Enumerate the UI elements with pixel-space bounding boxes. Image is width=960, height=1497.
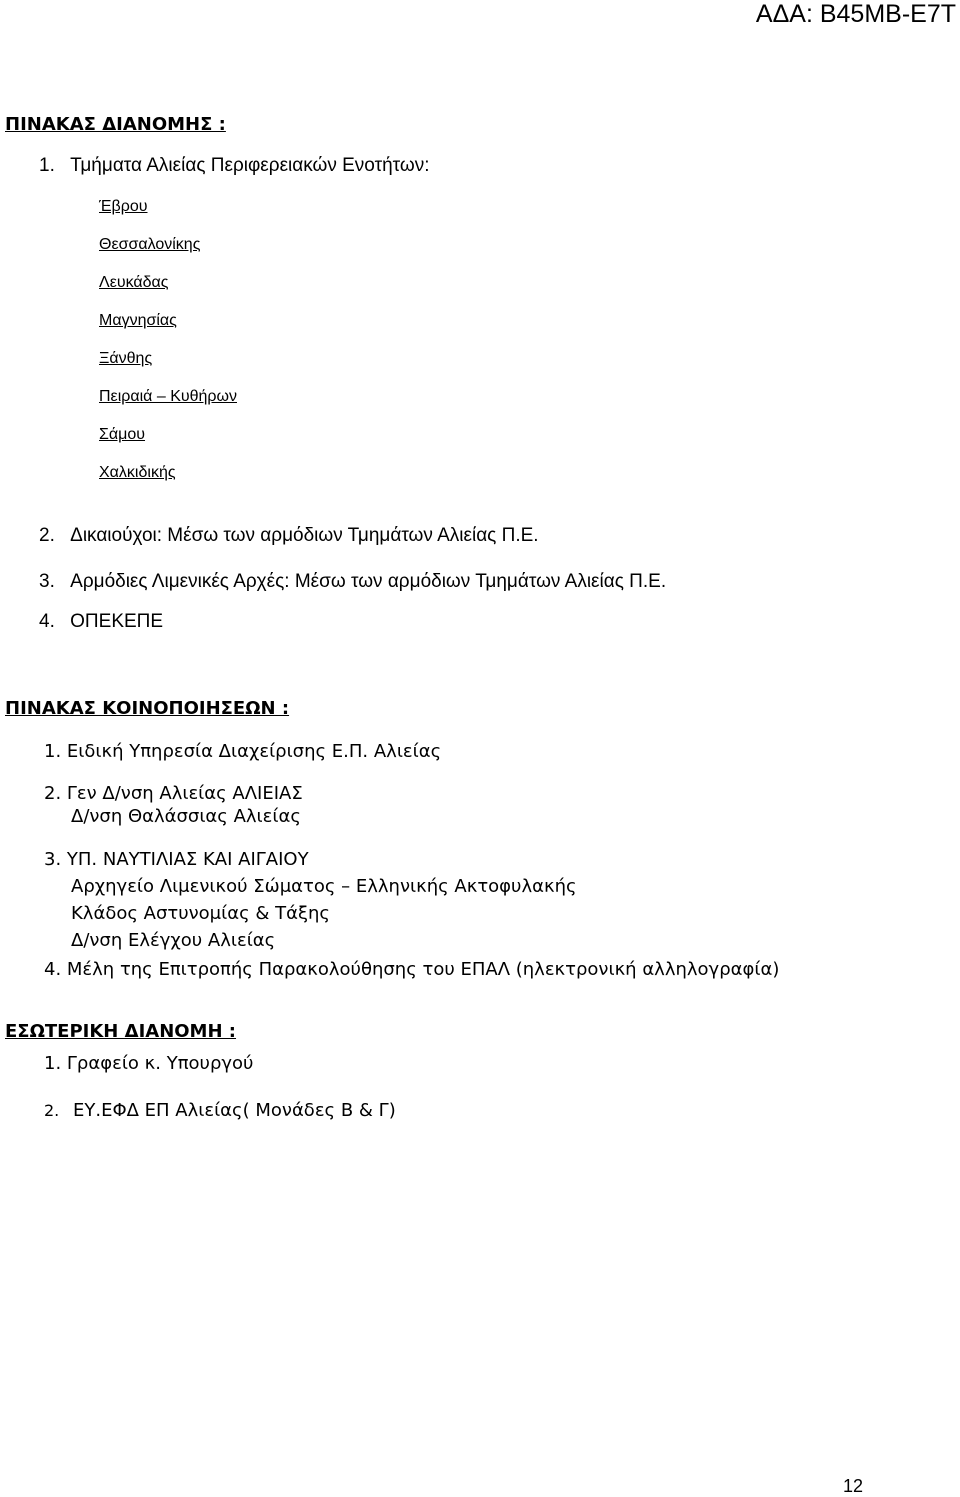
distribution-item-1 [39,155,430,177]
notification-item-4: 4. Μέλη της Επιτροπής Παρακολούθησης του ΕΠΑΛ (ηλεκτρονική αλληλογραφία) [44,959,780,980]
item-text: Τμήματα Αλιείας Περιφερειακών Ενοτήτων: [70,155,430,176]
item-text: ΕΥ.ΕΦΔ ΕΠ Αλιείας( Μονάδες Β & Γ) [73,1100,396,1121]
distribution-item-4 [39,611,163,633]
notification-item-1: 1. Ειδική Υπηρεσία Διαχείρισης Ε.Π. Αλιείας [44,741,442,762]
distribution-item-2 [39,525,539,547]
item-text: Αρμόδιες Λιμενικές Αρχές: Μέσω των αρμόδιων Τμημάτων Αλιείας Π.Ε. [70,571,667,592]
unit-chalkidiki: Χαλκιδικής [99,464,176,481]
internal-item-2 [44,1100,396,1121]
item-number: 4. [39,611,55,632]
distribution-item-3 [39,571,666,593]
item-number: 2. [44,1101,60,1120]
internal-item-1: 1. Γραφείο κ. Υπουργού [44,1053,254,1074]
notification-item-3-sub-1: Αρχηγείο Λιμενικού Σώματος – Ελληνικής Ακτοφυλακής [71,876,577,897]
unit-evros: Έβρου [99,198,148,215]
notification-item-3: 3. ΥΠ. ΝΑΥΤΙΛΙΑΣ ΚΑΙ ΑΙΓΑΙΟΥ [44,849,309,870]
item-number: 2. [39,525,55,546]
unit-piraeus-kythira: Πειραιά – Κυθήρων [99,388,237,405]
notification-item-2: 2. Γεν Δ/νση Αλιείας ΑΛΙΕΙΑΣ [44,783,303,804]
unit-samos: Σάμου [99,426,146,443]
page-number: 12 [842,1476,863,1496]
internal-heading: ΕΣΩΤΕΡΙΚΗ ΔΙΑΝΟΜΗ : [5,1021,237,1042]
distribution-heading: ΠΙΝΑΚΑΣ ΔΙΑΝΟΜΗΣ : [5,114,226,135]
unit-thessaloniki: Θεσσαλονίκης [99,236,201,253]
ada-code: ΑΔΑ: Β45ΜΒ-Ε7Τ [755,0,956,28]
unit-magnesia: Μαγνησίας [99,312,177,329]
notification-item-3-sub-3: Δ/νση Ελέγχου Αλιείας [71,930,276,951]
unit-lefkada: Λευκάδας [99,274,169,291]
notification-heading: ΠΙΝΑΚΑΣ ΚΟΙΝΟΠΟΙΗΣΕΩΝ : [5,698,290,719]
item-text: Δικαιούχοι: Μέσω των αρμόδιων Τμημάτων Αλιείας Π.Ε. [70,525,539,546]
notification-item-2-sub: Δ/νση Θαλάσσιας Αλιείας [71,806,301,827]
notification-item-3-sub-2: Κλάδος Αστυνομίας & Τάξης [71,903,330,924]
item-number: 3. [39,571,55,592]
item-number: 1. [39,155,55,176]
item-text: ΟΠΕΚΕΠΕ [70,611,164,632]
unit-xanthi: Ξάνθης [99,350,153,367]
